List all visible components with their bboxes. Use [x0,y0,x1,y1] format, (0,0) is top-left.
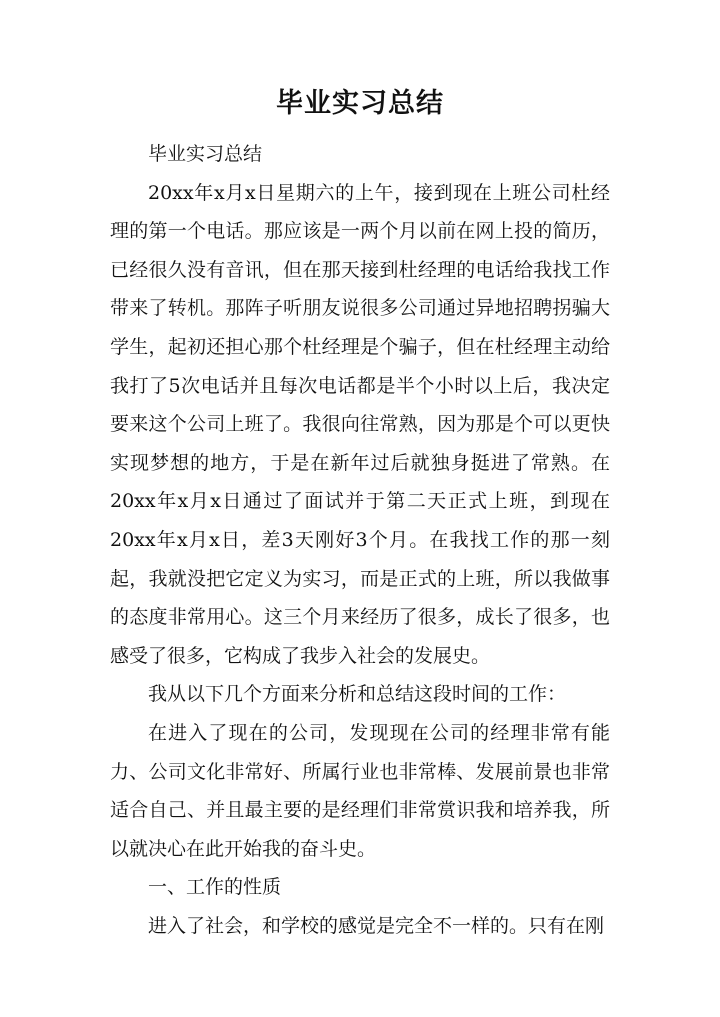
paragraph: 进入了社会，和学校的感觉是完全不一样的。只有在刚 [148,914,605,937]
paragraph: 在进入了现在的公司，发现现在公司的经理非常有能力、公司文化非常好、所属行业也非常棒、发展前景也非常适合自己、并且最主要的是经理们非常赏识我和培养我，所以就决心在此开始我的奋斗史。 [110,721,610,860]
document-title: 毕业实习总结 [276,88,444,119]
paragraph-heading: 毕业实习总结 [148,143,263,165]
paragraph: 20xx年x月x日星期六的上午，接到现在上班公司杜经理的第一个电话。那应该是一两个月以前在网上投的简历，已经很久没有音讯，但在那天接到杜经理的电话给我找工作带来了转机。那阵子听朋友说很多公司通过异地招聘拐骗大学生，起初还担心那个杜经理是个骗子，但在杜经理主动给我打了5次电话并且每次电话都是半个小时以上后，我决定要来这个公司上班了。我很向往常熟，因为那是个可以更快实现梦想的地方，于是在新年过后就独身挺进了常熟。在20xx年x月x日通过了面试并于第二天正式上班，到现在20xx年x月x日，差3天刚好3个月。在我找工作的那一刻起，我就没把它定义为实习，而是正式的上班，所以我做事的态度非常用心。这三个月来经历了很多，成长了很多，也感受了很多，它构成了我步入社会的发展史。 [110,181,610,667]
document-body [110,135,610,945]
paragraph: 我从以下几个方面来分析和总结这段时间的工作： [148,683,567,706]
section-heading: 一、工作的性质 [148,876,282,899]
